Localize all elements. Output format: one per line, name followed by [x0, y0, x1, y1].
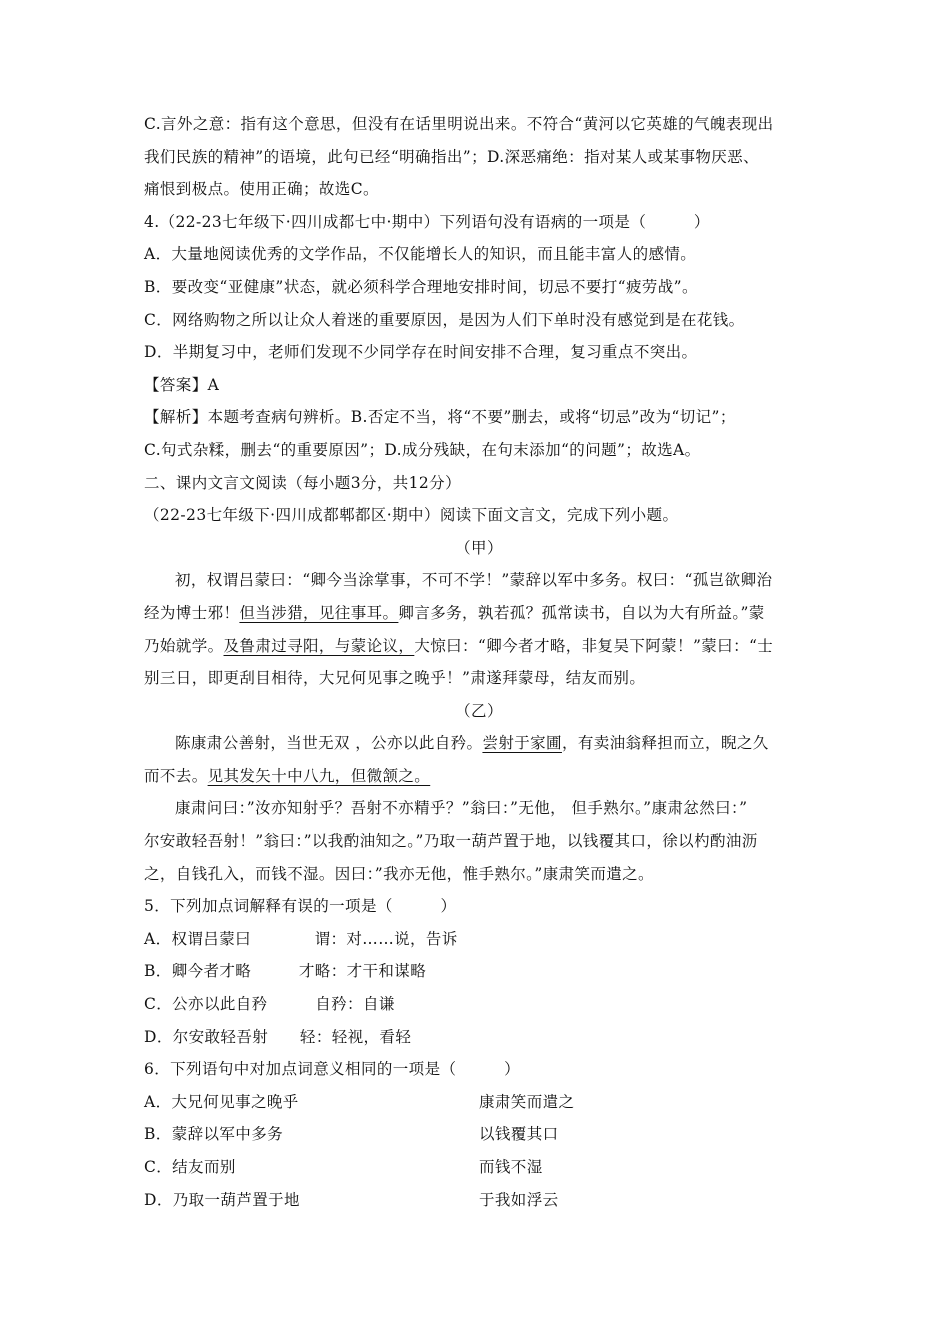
option-d: D．半期复习中，老师们发现不少同学存在时间安排不合理，复习重点不突出。: [144, 343, 698, 362]
passage-line: [144, 630, 814, 663]
passage-line: 之，自钱孔入，而钱不湿。因曰：”我亦无他，惟手熟尔。”康肃笑而遣之。: [144, 864, 654, 883]
passage-line: 康肃问曰：”汝亦知射乎？吾射不亦精乎？”翁曰：”无他， 但手熟尔。”康肃忿然曰：”: [175, 799, 748, 818]
passage-line: [144, 760, 814, 793]
question-stem: 4.（22-23七年级下·四川成都七中·期中）下列语句没有语病的一项是（ ）: [144, 212, 710, 231]
text-line: C.言外之意：指有这个意思，但没有在话里明说出来。不符合“黄河以它英雄的气魄表现出: [144, 115, 774, 133]
option-c: C．网络购物之所以让众人着迷的重要原因，是因为人们下单时没有感觉到是在花钱。: [144, 310, 745, 329]
option-b: B．卿今者才略 才略：才干和谋略: [144, 962, 427, 981]
answer-line: 【答案】A: [144, 375, 220, 394]
option-c: C．公亦以此自矜 自矜：自谦: [144, 995, 395, 1014]
option-c: [144, 1151, 814, 1184]
underlined-sentence: 尝射于家圃: [482, 734, 562, 753]
option-left: D．乃取一葫芦置于地: [144, 1190, 300, 1209]
passage-label: （甲）: [455, 538, 503, 557]
question-stem: 5．下列加点词解释有误的一项是（ ）: [144, 897, 457, 916]
option-right: 而钱不湿: [479, 1158, 543, 1176]
underlined-sentence: 但当涉猎，见往事耳。: [239, 603, 399, 622]
question-5: [144, 890, 814, 1053]
passage-line: [144, 597, 814, 630]
text-line: 痛恨到极点。使用正确；故选C。: [144, 180, 379, 199]
text-segment: 卿言多务，孰若孤？孤常读书，自以为大有所益。”蒙: [398, 603, 765, 622]
option-d: D．尔安敢轻吾射 轻：轻视，看轻: [144, 1027, 412, 1046]
option-left: C．结友而别: [144, 1158, 236, 1176]
text-segment: ，有卖油翁释担而立，睨之久: [561, 734, 769, 753]
underlined-sentence: 见其发矢十中八九，但微颔之。: [207, 766, 431, 785]
option-right: 于我如浮云: [479, 1190, 559, 1209]
explanation-c-block: [144, 108, 814, 206]
option-a: A．大量地阅读优秀的文学作品，不仅能增长人的知识，而且能丰富人的感情。: [144, 245, 697, 264]
passage-yi: [144, 695, 814, 891]
text-segment: 乃始就学。: [144, 636, 224, 655]
text-segment: 陈康肃公善射，当世无双 ，公亦以此自矜。: [175, 734, 483, 753]
underlined-sentence: 及鲁肃过寻阳，与蒙论议，: [223, 636, 415, 655]
question-6: [144, 1053, 814, 1216]
question-4: [144, 206, 814, 467]
text-segment: 大惊曰：“卿今者才略，非复吴下阿蒙！”蒙曰：“士: [414, 636, 774, 655]
option-d: [144, 1184, 814, 1217]
option-left: A．大兄何见事之晚乎: [144, 1092, 299, 1111]
passage-line: 尔安敢轻吾射！”翁曰：”以我酌油知之。”乃取一葫芦置于地，以钱覆其口，徐以杓酌油沥: [144, 832, 758, 851]
text-segment: 而不去。: [144, 766, 208, 785]
option-a: [144, 1086, 814, 1119]
passage-line: [144, 727, 814, 760]
option-right: 以钱覆其口: [479, 1125, 559, 1144]
section-heading: 二、课内文言文阅读（每小题3分，共12分）: [144, 473, 461, 492]
option-a: A．权谓吕蒙曰 谓：对……说，告诉: [144, 929, 458, 948]
section-intro: （22-23七年级下·四川成都郫都区·期中）阅读下面文言文，完成下列小题。: [144, 506, 679, 525]
option-b: [144, 1118, 814, 1151]
analysis-line: 【解析】本题考查病句辨析。B.否定不当，将“不要”删去，或将“切忌”改为“切记”；: [144, 408, 736, 427]
page-content: [144, 108, 814, 1216]
question-stem: 6．下列语句中对加点词意义相同的一项是（ ）: [144, 1060, 520, 1079]
text-segment: 经为博士邪！: [144, 603, 240, 622]
option-b: B．要改变“亚健康”状态，就必须科学合理地安排时间，切忌不要打“疲劳战”。: [144, 277, 698, 296]
passage-label: （乙）: [455, 701, 503, 720]
text-line: 我们民族的精神”的语境，此句已经“明确指出”；D.深恶痛绝：指对某人或某事物厌恶、: [144, 147, 759, 166]
analysis-line: C.句式杂糅，删去“的重要原因”；D.成分残缺，在句末添加“的问题”；故选A。: [144, 440, 701, 459]
passage-jia: [144, 532, 814, 695]
passage-line: 初，权谓吕蒙曰：“卿今当涂掌事，不可不学！”蒙辞以军中多务。权曰：“孤岂欲卿治: [175, 571, 773, 590]
section-2: [144, 467, 814, 532]
option-right: 康肃笑而遣之: [479, 1092, 575, 1111]
option-left: B．蒙辞以军中多务: [144, 1125, 283, 1144]
passage-line: 别三日，即更刮目相待，大兄何见事之晚乎！”肃遂拜蒙母，结友而别。: [144, 669, 646, 688]
